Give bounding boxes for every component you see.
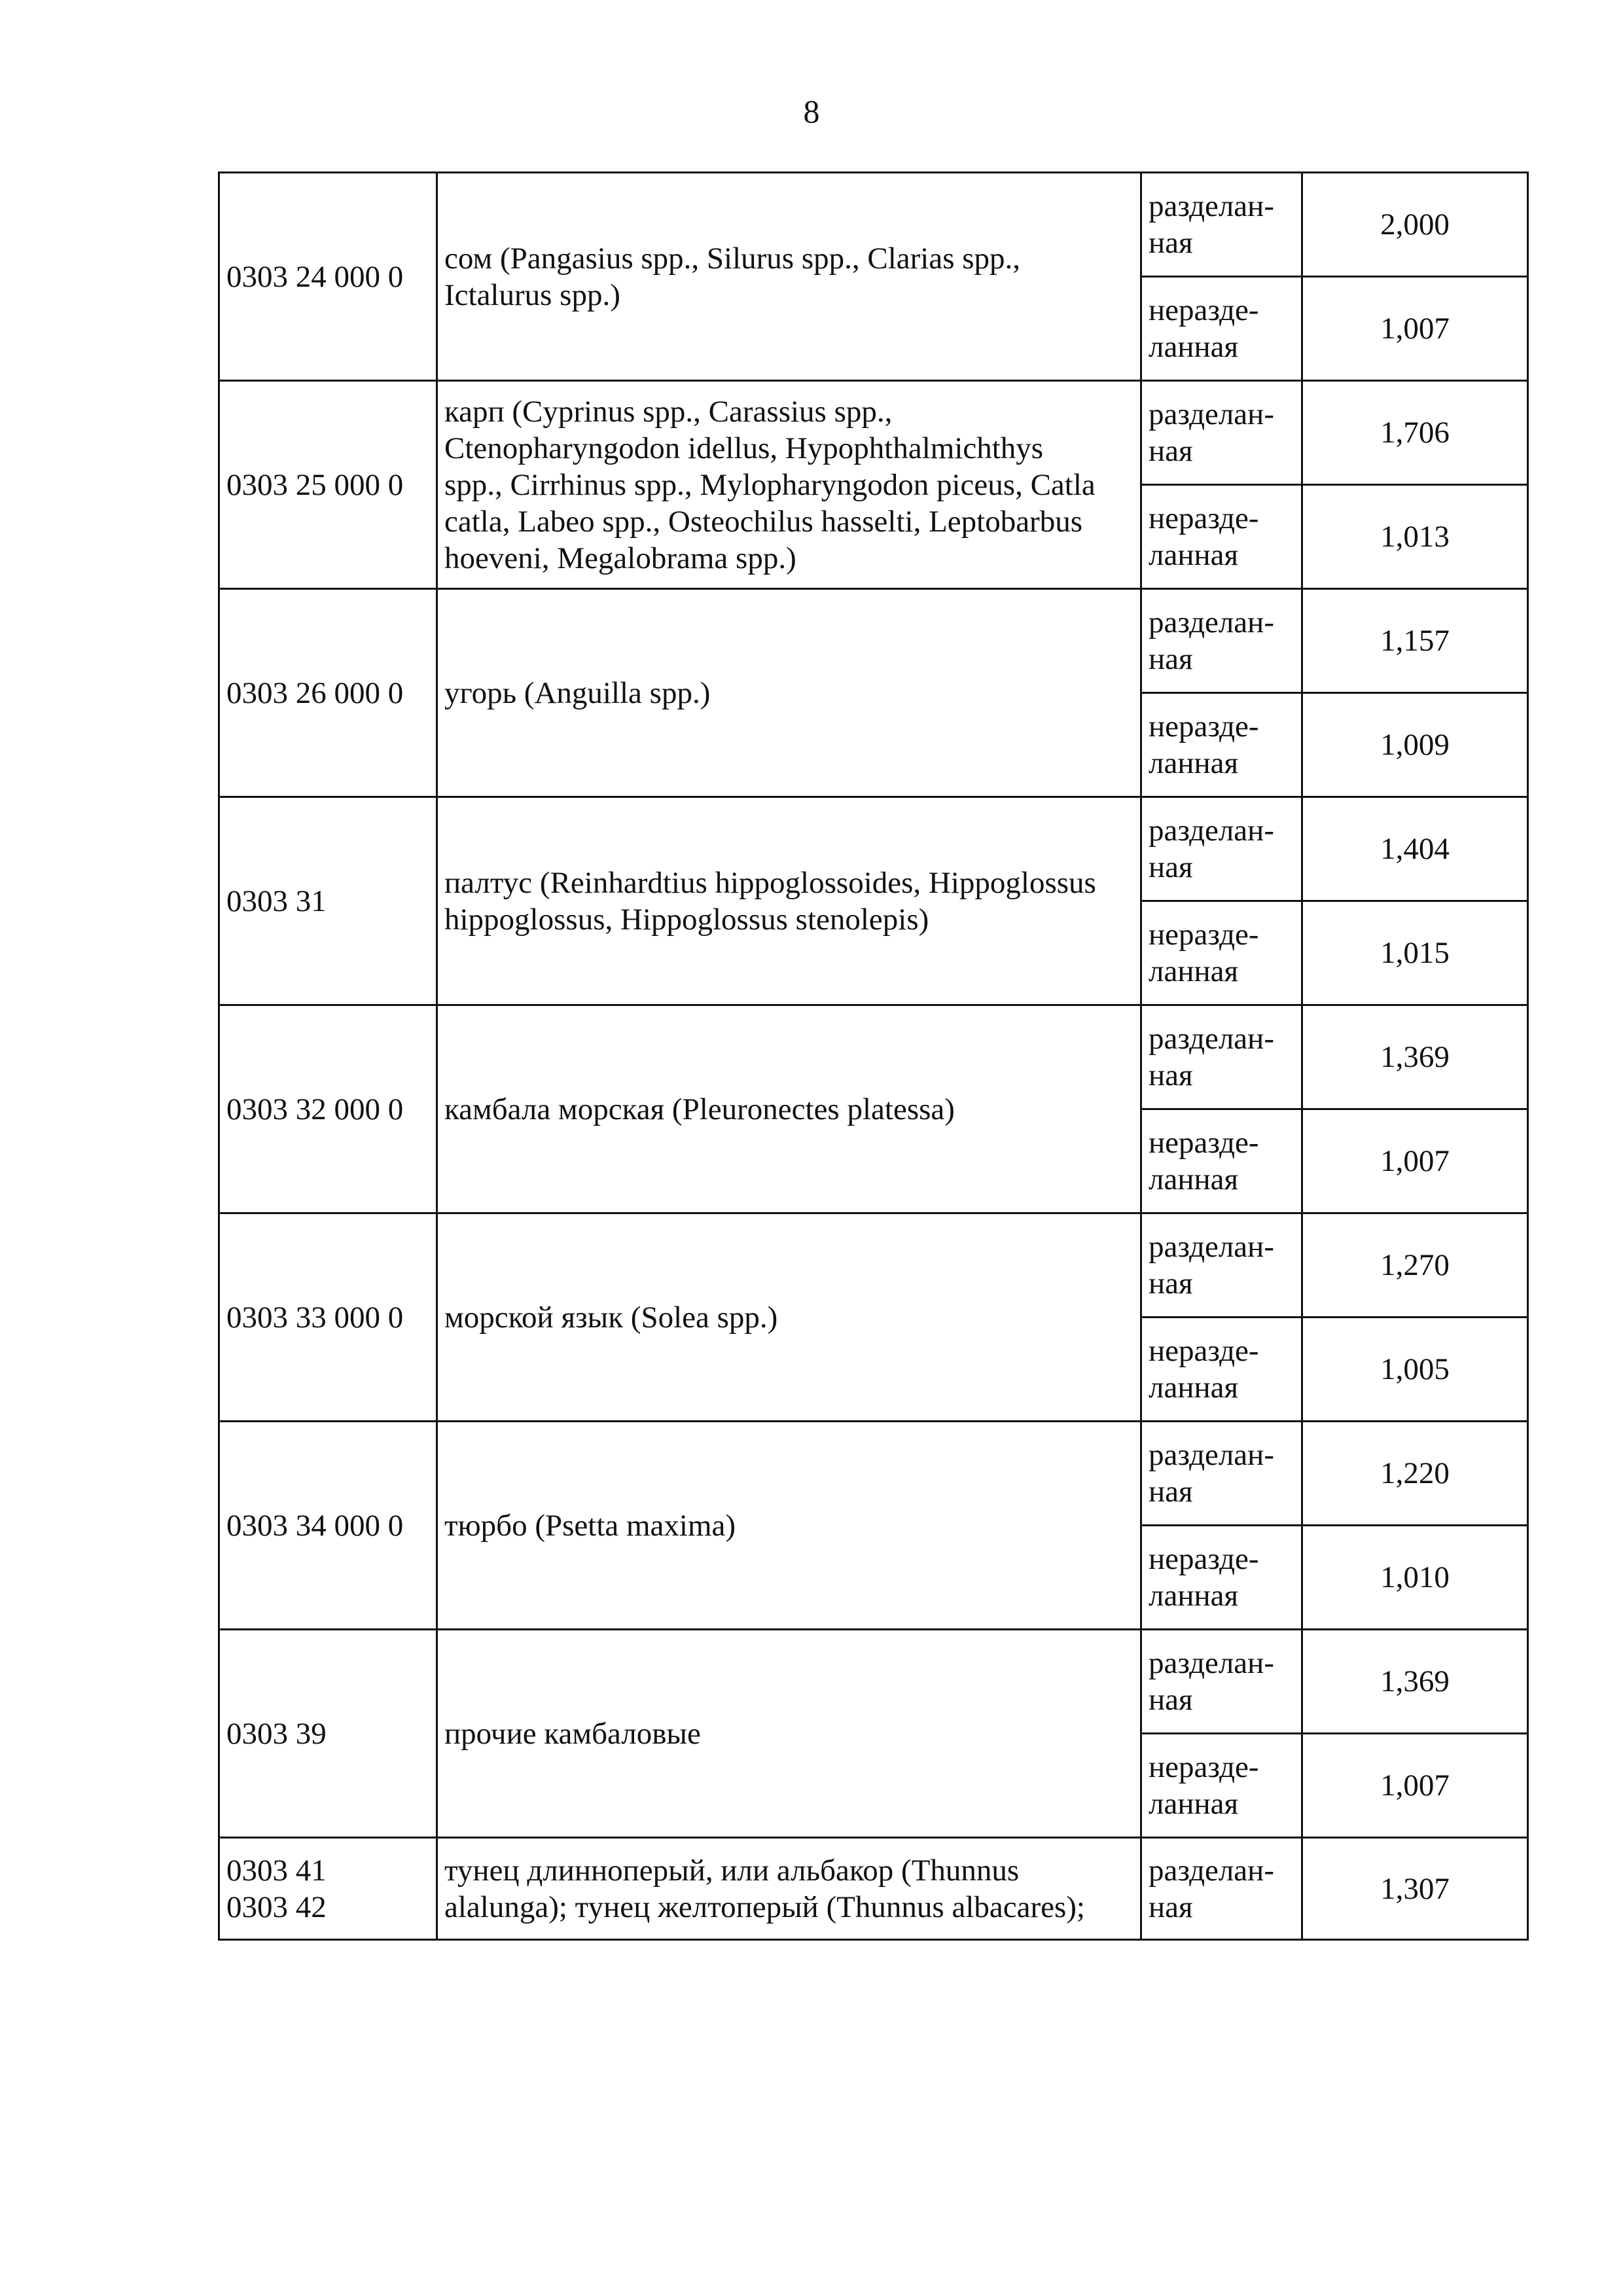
state-label-line: нераздe-: [1149, 1334, 1259, 1368]
state-label-line: ная: [1149, 226, 1193, 260]
tariff-code: [219, 1213, 437, 1422]
state-label-line: ланная: [1149, 1371, 1239, 1405]
cut-coefficient: 1,270: [1302, 1213, 1528, 1318]
table-row: [219, 1630, 1528, 1734]
state-label-line: нераздe-: [1149, 501, 1259, 535]
uncut-coefficient: 1,007: [1302, 277, 1528, 381]
state-label-line: разделан-: [1149, 1230, 1274, 1264]
tariff-code-line: 0303 31: [226, 884, 327, 918]
tariff-code-line: 0303 41: [226, 1853, 327, 1888]
tariff-code-line: 0303 32 000 0: [226, 1092, 404, 1126]
product-description-line: сом (Pangasius spp., Silurus spp., Clarias spp.,: [444, 241, 1021, 276]
cut-coefficient: 1,220: [1302, 1422, 1528, 1526]
tariff-code: [219, 1630, 437, 1838]
uncut-coefficient: 1,013: [1302, 485, 1528, 589]
cut-coefficient: 1,369: [1302, 1005, 1528, 1109]
page-number: 8: [803, 93, 820, 130]
product-description-line: hoeveni, Megalobrama spp.): [444, 541, 796, 575]
tariff-code-line: 0303 42: [226, 1890, 327, 1924]
state-label-line: ная: [1149, 1683, 1193, 1717]
product-description-line: карп (Cyprinus spp., Carassius spp.,: [444, 394, 893, 429]
product-description-line: тунец длинноперый, или альбакор (Thunnus: [444, 1853, 1020, 1888]
uncut-coefficient: 1,015: [1302, 901, 1528, 1005]
state-cut-label: [1141, 381, 1302, 485]
state-uncut-label: [1141, 485, 1302, 589]
cut-coefficient: 1,706: [1302, 381, 1528, 485]
table-row: [219, 173, 1528, 277]
state-label-line: разделан-: [1149, 397, 1274, 431]
state-label-line: ная: [1149, 850, 1193, 884]
state-cut-label: [1141, 797, 1302, 901]
state-label-line: ная: [1149, 1890, 1193, 1924]
state-cut-label: [1141, 1422, 1302, 1526]
state-label-line: разделан-: [1149, 189, 1274, 223]
table-row: [219, 1838, 1528, 1940]
table-row: [219, 381, 1528, 485]
state-uncut-label: [1141, 1318, 1302, 1422]
product-description: [437, 381, 1141, 589]
tariff-code: [219, 589, 437, 797]
state-label-line: нераздe-: [1149, 1542, 1259, 1576]
state-label-line: нераздe-: [1149, 1126, 1259, 1160]
state-label-line: ланная: [1149, 538, 1239, 572]
cut-coefficient: 1,369: [1302, 1630, 1528, 1734]
state-label-line: нераздe-: [1149, 293, 1259, 327]
state-label-line: ланная: [1149, 1579, 1239, 1613]
state-cut-label: [1141, 1005, 1302, 1109]
cut-coefficient: 1,157: [1302, 589, 1528, 693]
product-description: [437, 1213, 1141, 1422]
tariff-code-line: 0303 39: [226, 1716, 327, 1751]
state-label-line: ланная: [1149, 1787, 1239, 1821]
cut-coefficient: 2,000: [1302, 173, 1528, 277]
product-description: [437, 1630, 1141, 1838]
state-label-line: нераздe-: [1149, 918, 1259, 952]
uncut-coefficient: 1,007: [1302, 1109, 1528, 1213]
uncut-coefficient: 1,007: [1302, 1734, 1528, 1838]
state-label-line: ланная: [1149, 746, 1239, 780]
table-row: [219, 1005, 1528, 1109]
product-description-line: камбала морская (Pleuronectes platessa): [444, 1092, 955, 1126]
tariff-code: [219, 173, 437, 381]
uncut-coefficient: 1,010: [1302, 1526, 1528, 1630]
tariff-code: [219, 1422, 437, 1630]
product-description: [437, 1005, 1141, 1213]
state-label-line: нераздe-: [1149, 709, 1259, 744]
state-label-line: нераздe-: [1149, 1750, 1259, 1784]
fish-conversion-table: [218, 171, 1529, 1941]
product-description-line: catla, Labeo spp., Osteochilus hasselti, Leptobarbus: [444, 504, 1082, 539]
state-uncut-label: [1141, 1734, 1302, 1838]
state-label-line: ланная: [1149, 1162, 1239, 1196]
product-description: [437, 1422, 1141, 1630]
table-row: [219, 797, 1528, 901]
state-cut-label: [1141, 1838, 1302, 1940]
tariff-code: [219, 797, 437, 1005]
tariff-code: [219, 1005, 437, 1213]
tariff-code: [219, 1838, 437, 1940]
tariff-code-line: 0303 34 000 0: [226, 1508, 404, 1543]
product-description-line: spp., Cirrhinus spp., Mylopharyngodon piceus, Catla: [444, 467, 1096, 502]
product-description: [437, 1838, 1141, 1940]
state-label-line: ная: [1149, 434, 1193, 468]
product-description-line: hippoglossus, Hippoglossus stenolepis): [444, 902, 929, 937]
product-description: [437, 797, 1141, 1005]
state-cut-label: [1141, 1630, 1302, 1734]
tariff-code-line: 0303 24 000 0: [226, 259, 404, 294]
state-label-line: ная: [1149, 1058, 1193, 1092]
product-description-line: прочие камбаловые: [444, 1716, 701, 1751]
state-uncut-label: [1141, 693, 1302, 797]
tariff-code-line: 0303 25 000 0: [226, 467, 404, 502]
state-uncut-label: [1141, 901, 1302, 1005]
product-description-line: палтус (Reinhardtius hippoglossoides, Hippoglossus: [444, 865, 1096, 900]
state-label-line: ланная: [1149, 330, 1239, 364]
product-description-line: тюрбо (Psetta maxima): [444, 1508, 736, 1543]
table-row: [219, 1422, 1528, 1526]
uncut-coefficient: 1,009: [1302, 693, 1528, 797]
product-description-line: alalunga); тунец желтоперый (Thunnus albacares);: [444, 1890, 1085, 1924]
state-label-line: ная: [1149, 1475, 1193, 1509]
state-label-line: разделан-: [1149, 1646, 1274, 1680]
table-row: [219, 1213, 1528, 1318]
state-label-line: разделан-: [1149, 1438, 1274, 1472]
state-uncut-label: [1141, 1526, 1302, 1630]
table-body: [219, 173, 1528, 1940]
tariff-code-line: 0303 26 000 0: [226, 675, 404, 710]
product-description: [437, 173, 1141, 381]
uncut-coefficient: 1,005: [1302, 1318, 1528, 1422]
state-label-line: разделан-: [1149, 814, 1274, 848]
state-cut-label: [1141, 173, 1302, 277]
cut-coefficient: 1,307: [1302, 1838, 1528, 1940]
product-description-line: Ictalurus spp.): [444, 278, 620, 312]
tariff-code-line: 0303 33 000 0: [226, 1300, 404, 1335]
state-uncut-label: [1141, 277, 1302, 381]
cut-coefficient: 1,404: [1302, 797, 1528, 901]
state-label-line: разделан-: [1149, 605, 1274, 639]
state-label-line: разделан-: [1149, 1022, 1274, 1056]
product-description: [437, 589, 1141, 797]
state-label-line: ная: [1149, 642, 1193, 676]
state-label-line: ная: [1149, 1266, 1193, 1300]
table-row: [219, 589, 1528, 693]
product-description-line: морской язык (Solea spp.): [444, 1300, 778, 1335]
product-description-line: угорь (Anguilla spp.): [444, 675, 711, 710]
state-cut-label: [1141, 589, 1302, 693]
state-uncut-label: [1141, 1109, 1302, 1213]
state-label-line: разделан-: [1149, 1853, 1274, 1888]
state-label-line: ланная: [1149, 954, 1239, 988]
state-cut-label: [1141, 1213, 1302, 1318]
product-description-line: Ctenopharyngodon idellus, Hypophthalmichthys: [444, 431, 1044, 465]
tariff-code: [219, 381, 437, 589]
